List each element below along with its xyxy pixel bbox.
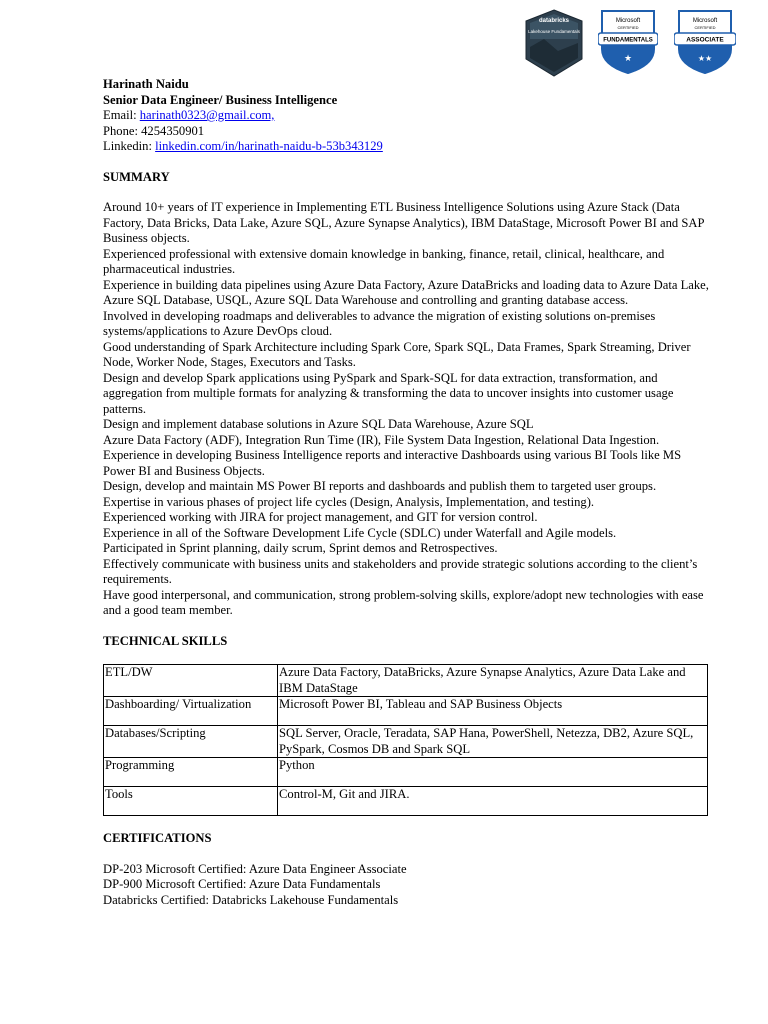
- skill-category: Databases/Scripting: [104, 726, 278, 758]
- certification-item: Databricks Certified: Databricks Lakehouse Fundamentals: [103, 892, 399, 907]
- skill-value: Control-M, Git and JIRA.: [278, 787, 708, 816]
- svg-text:ASSOCIATE: ASSOCIATE: [686, 36, 724, 44]
- table-row: [104, 787, 708, 816]
- skill-category: Tools: [104, 787, 278, 816]
- table-row: [104, 697, 708, 726]
- linkedin-link[interactable]: linkedin.com/in/harinath-naidu-b-53b343129: [155, 139, 383, 153]
- candidate-name: Harinath Naidu: [103, 77, 189, 91]
- skill-category: ETL/DW: [104, 665, 278, 697]
- skills-heading: TECHNICAL SKILLS: [103, 633, 228, 648]
- svg-text:databricks: databricks: [538, 18, 570, 24]
- summary-item: Experienced professional with extensive domain knowledge in banking, finance, retail, clinical, healthcare, and pharmaceutical industries.: [103, 246, 665, 276]
- linkedin-line: [103, 139, 713, 155]
- skill-category: Programming: [104, 758, 278, 787]
- summary-item: Experience in building data pipelines using Azure Data Factory, Azure DataBricks and loading data to Azure Data Lake, Azure SQL Database, USQL, Azure SQL Data Warehouse and controlling and granting database access.: [103, 277, 709, 307]
- skills-table: [103, 664, 708, 816]
- resume-page: [103, 77, 713, 908]
- summary-list: [103, 200, 713, 619]
- svg-text:Microsoft: Microsoft: [615, 18, 641, 24]
- summary-item: Experienced working with JIRA for project management, and GIT for version control.: [103, 510, 538, 524]
- summary-item: Azure Data Factory (ADF), Integration Run Time (IR), File System Data Ingestion, Relational Data Ingestion.: [103, 432, 660, 447]
- certification-item: DP-900 Microsoft Certified: Azure Data Fundamentals: [103, 877, 381, 891]
- summary-item: Effectively communicate with business units and stakeholders and provide strategic solutions according to the client’s requirements.: [103, 556, 698, 586]
- email-line: [103, 108, 713, 124]
- summary-item: Experience in all of the Software Development Life Cycle (SDLC) under Waterfall and Agile models.: [103, 525, 617, 540]
- certification-badges: [524, 9, 740, 77]
- summary-item: Involved in developing roadmaps and deliverables to advance the migration of existing solutions on-premises systems/applications to Azure DevOps cloud.: [103, 308, 656, 338]
- summary-item: Participated in Sprint planning, daily scrum, Sprint demos and Retrospectives.: [103, 541, 498, 555]
- skill-category: Dashboarding/ Virtualization: [104, 697, 278, 726]
- summary-item: Expertise in various phases of project life cycles (Design, Analysis, Implementation, and testing).: [103, 494, 595, 509]
- certification-item: DP-203 Microsoft Certified: Azure Data Engineer Associate: [103, 861, 407, 876]
- summary-item: Around 10+ years of IT experience in Implementing ETL Business Intelligence Solutions using Azure Stack (Data Factory, Data Bricks, Data Lake, Azure SQL, Azure Synapse Analytics), IBM DataStage, Microsoft Power BI and SAP Business objects.: [103, 200, 704, 245]
- svg-text:CERTIFIED: CERTIFIED: [617, 25, 639, 30]
- databricks-badge-icon: [524, 9, 584, 77]
- skill-value: Azure Data Factory, DataBricks, Azure Synapse Analytics, Azure Data Lake and IBM DataStage: [278, 665, 708, 697]
- phone-line: Phone: 4254350901: [103, 123, 205, 138]
- summary-item: Design and develop Spark applications using PySpark and Spark-SQL for data extraction, transformation, and aggregation from multiple formats for analyzing & transforming the data to uncover insights into customer usage patterns.: [103, 370, 674, 416]
- table-row: [104, 665, 708, 697]
- certifications-heading: CERTIFICATIONS: [103, 831, 212, 845]
- linkedin-label: Linkedin:: [103, 139, 156, 153]
- candidate-title: Senior Data Engineer/ Business Intelligence: [103, 92, 338, 107]
- summary-item: Good understanding of Spark Architecture including Spark Core, Spark SQL, Data Frames, Spark Streaming, Driver Node, Worker Node, Stages, Executors and Tasks.: [103, 339, 691, 369]
- svg-text:CERTIFIED: CERTIFIED: [694, 25, 716, 30]
- svg-text:Microsoft: Microsoft: [692, 18, 718, 24]
- skill-value: SQL Server, Oracle, Teradata, SAP Hana, PowerShell, Netezza, DB2, Azure SQL, PySpark, Cosmos DB and Spark SQL: [278, 726, 708, 758]
- svg-text:★: ★: [623, 54, 633, 64]
- skill-value: Microsoft Power BI, Tableau and SAP Business Objects: [278, 697, 708, 726]
- summary-item: Design, develop and maintain MS Power BI reports and dashboards and publish them to targeted user groups.: [103, 479, 657, 493]
- summary-item: Design and implement database solutions in Azure SQL Data Warehouse, Azure SQL: [103, 417, 534, 431]
- svg-text:Lakehouse Fundamentals: Lakehouse Fundamentals: [528, 29, 580, 34]
- svg-text:★★: ★★: [697, 54, 713, 63]
- table-row: [104, 758, 708, 787]
- table-row: [104, 726, 708, 758]
- summary-heading: SUMMARY: [103, 169, 170, 184]
- skill-value: Python: [278, 758, 708, 787]
- summary-item: Have good interpersonal, and communication, strong problem-solving skills, explore/adopt new technologies with ease and a good team member.: [103, 587, 704, 617]
- svg-text:FUNDAMENTALS: FUNDAMENTALS: [603, 37, 653, 44]
- email-link[interactable]: harinath0323@gmail.com,: [139, 108, 275, 122]
- email-label: Email:: [103, 108, 140, 122]
- summary-item: Experience in developing Business Intelligence reports and interactive Dashboards using various BI Tools like MS Power BI and Business Objects.: [103, 448, 682, 478]
- microsoft-associate-badge-icon: [674, 9, 736, 75]
- microsoft-fundamentals-badge-icon: [598, 9, 658, 75]
